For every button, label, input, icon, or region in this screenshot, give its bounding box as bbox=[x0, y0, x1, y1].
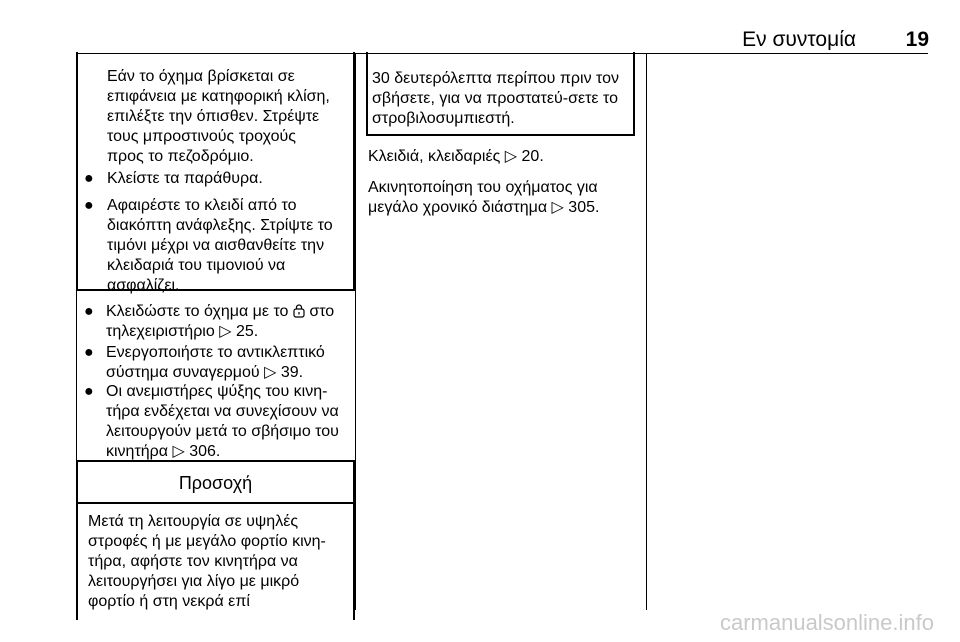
ref-arrow-icon: ▷ bbox=[219, 323, 232, 340]
bullet-text: στο τηλεχειριστήριο bbox=[106, 303, 335, 340]
ref-arrow-icon: ▷ bbox=[264, 364, 277, 381]
page-reference: 20. bbox=[521, 148, 544, 165]
bullet-item-alarm bbox=[78, 343, 354, 383]
page-reference: 306. bbox=[189, 443, 221, 460]
column-divider-right bbox=[646, 54, 647, 610]
caution-continued-text: 30 δευτερόλεπτα περίπου πριν τον σβήσετε, για να προστατεύ‐σετε το στροβιλοσυμπιεστή. bbox=[372, 70, 620, 127]
bullet-dot: ● bbox=[84, 344, 94, 361]
note-line: επιλέξτε την όπισθεν. Στρέψτε bbox=[107, 108, 320, 125]
bullet-dot: ● bbox=[84, 383, 94, 400]
note-box-text bbox=[107, 67, 353, 167]
watermark: carmanualsonline.info bbox=[719, 610, 934, 635]
bullet-text: Ενεργοποιήστε το αντικλεπτικό σύστημα συναγερμού bbox=[106, 344, 325, 381]
para-text: Ακινητοποίηση του οχήματος για μεγάλο χρονικό διάστημα bbox=[368, 179, 598, 216]
column-divider-mid bbox=[355, 54, 356, 610]
caution-text: Μετά τη λειτουργία σε υψηλές στροφές ή με μεγάλο φορτίο κινη‐τήρα, αφήστε τον κινητήρα να λειτουργήσει για λίγο με μικρό φορτίο ή στη νεκρά επί bbox=[88, 513, 326, 610]
note-box-continued bbox=[76, 52, 355, 294]
caution-box bbox=[76, 460, 355, 620]
page-header-title: Εν συντομία bbox=[742, 28, 856, 51]
box-bullet-item bbox=[78, 196, 340, 296]
bullet-text: Κλειδώστε το όχημα με το bbox=[106, 303, 293, 320]
note-line: επιφάνεια με κατηφορική κλίση, bbox=[107, 88, 330, 105]
ref-arrow-icon: ▷ bbox=[504, 148, 518, 165]
bullet-text: Κλείστε τα παράθυρα. bbox=[107, 170, 263, 187]
note-line: Εάν το όχημα βρίσκεται σε bbox=[107, 68, 295, 85]
box-bullet-item bbox=[78, 169, 340, 189]
note-line: τους μπροστινούς τροχούς bbox=[107, 128, 296, 145]
caution-box-continued bbox=[366, 52, 635, 136]
reference-vehicle-storage bbox=[368, 178, 644, 218]
bullet-dot: ● bbox=[84, 170, 94, 187]
bullet-item-fans bbox=[78, 382, 354, 462]
bullet-dot: ● bbox=[84, 197, 94, 214]
lock-icon bbox=[293, 304, 305, 318]
page-reference: 25. bbox=[235, 323, 259, 340]
caution-heading: Προσοχή bbox=[78, 462, 353, 504]
bullet-item-lock bbox=[78, 302, 354, 342]
note-line: προς το πεζοδρόμιο. bbox=[107, 148, 254, 165]
para-text: Κλειδιά, κλειδαριές bbox=[368, 148, 505, 165]
bullet-dot: ● bbox=[84, 303, 94, 320]
ref-arrow-icon: ▷ bbox=[172, 443, 185, 460]
page-reference: 305. bbox=[568, 199, 600, 216]
page-number: 19 bbox=[905, 28, 929, 51]
bullet-text: Οι ανεμιστήρες ψύξης του κινη‐τήρα ενδέχεται να συνεχίσουν να λειτουργούν μετά το σβήσιμο του κινητήρα bbox=[106, 383, 339, 460]
ref-arrow-icon: ▷ bbox=[551, 199, 564, 216]
bullet-text: Αφαιρέστε το κλειδί από το διακόπτη ανάφλεξης. Στρίψτε το τιμόνι μέχρι να αισθανθείτε την κλειδαριά του τιμονιού να ασφαλίζει. bbox=[107, 197, 333, 294]
reference-keys-locks bbox=[368, 147, 644, 167]
page-reference: 39. bbox=[280, 364, 304, 381]
